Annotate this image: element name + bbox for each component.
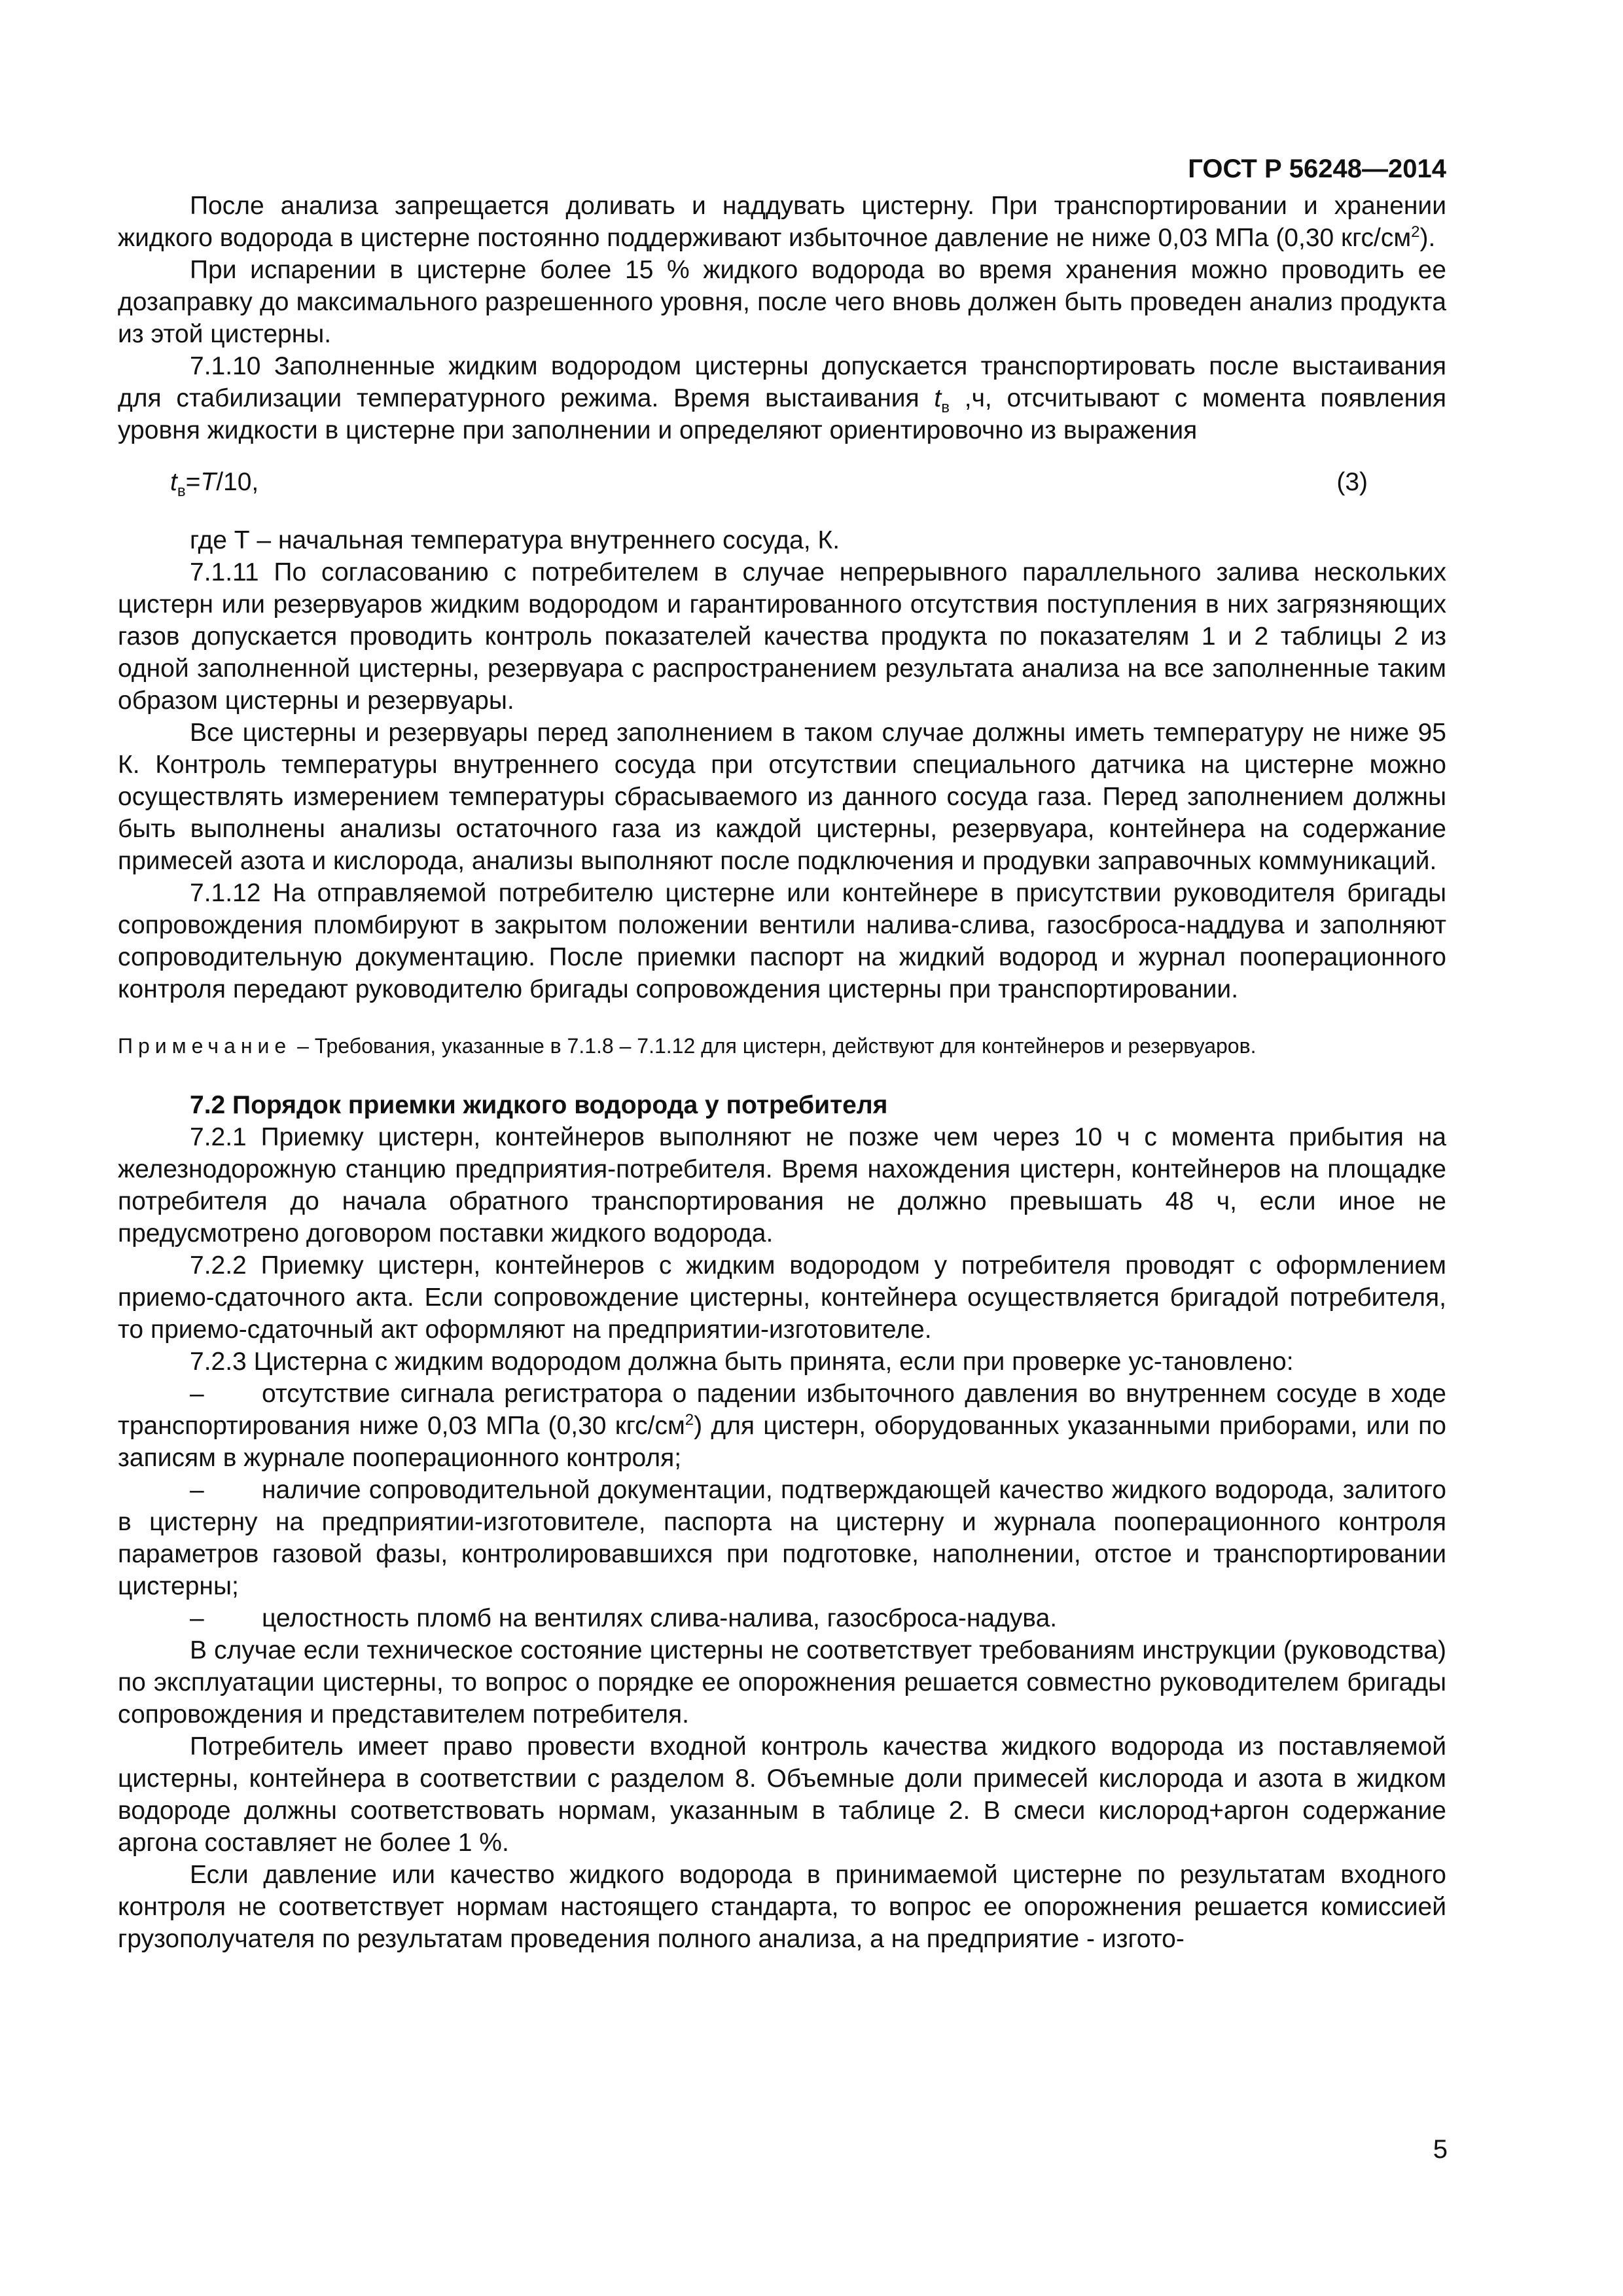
- section-heading-7-2: 7.2 Порядок приемки жидкого водорода у потребителя: [190, 1091, 888, 1119]
- page-body: [118, 151, 1446, 1955]
- document-header: ГОСТ Р 56248—2014: [1188, 154, 1446, 183]
- paragraph-7-2-1: 7.2.1 Приемку цистерн, контейнеров выполняют не позже чем через 10 ч с момента прибытия на железнодорожную станцию предприятия-потребителя. Время нахождения цистерн, контейнеров на площадке потребителя до начала обратного транспортирования не должно превышать 48 ч, если иное не предусмотрено договором поставки жидкого водорода.: [118, 1123, 1446, 1247]
- list-item: – отсутствие сигнала регистратора о падении избыточного давления во внутреннем сосуде в ходе транспортирования ниже 0,03 МПа (0,30 кгс/$см^2$) для цистерн, оборудованных указанными приборами, или по записям в журнале пооперационного контроля;: [118, 1380, 1446, 1472]
- page-number: 5: [1433, 2135, 1448, 2164]
- paragraph-7-1-11: 7.1.11 По согласованию с потребителем в случае непрерывного параллельного залива нескольких цистерн или резервуаров жидким водородом и гарантированного отсутствия поступления в них загрязняющих газов допускается проводить контроль показателей качества продукта по показателям 1 и 2 таблицы 2 из одной заполненной цистерны, резервуара с распространением результата анализа на все заполненные таким образом цистерны и резервуары.: [118, 558, 1446, 715]
- paragraph-pressure-quality: Если давление или качество жидкого водорода в принимаемой цистерне по результатам входного контроля не соответствует нормам настоящего стандарта, то вопрос ее опорожнения решается комиссией грузополучателя по результатам проведения полного анализа, а на предприятие - изгото-: [118, 1861, 1446, 1953]
- paragraph-7-1-12: 7.1.12 На отправляемой потребителю цистерне или контейнере в присутствии руководителя бригады сопровождения пломбируют в закрытом положении вентили налива-слива, газосброса-наддува и заполняют сопроводительную документацию. После приемки паспорт на жидкий водород и журнал пооперационного контроля передают руководителю бригады сопровождения цистерны при транспортировании.: [118, 879, 1446, 1003]
- formula-3: $t_в=T/10$, (3): [118, 466, 1446, 498]
- paragraph-7-2-3: 7.2.3 Цистерна с жидким водородом должна быть принята, если при проверке ус-тановлено:: [190, 1348, 1294, 1376]
- note: Примечание – Требования, указанные в 7.1.8 – 7.1.12 для цистерн, действуют для контейнеров и резервуаров.: [118, 1034, 1257, 1058]
- paragraph-where: где Т – начальная температура внутреннего сосуда, К.: [190, 526, 840, 554]
- paragraph-after-analysis: После анализа запрещается доливать и наддувать цистерну. При транспортировании и хранении жидкого водорода в цистерне постоянно поддерживают избыточное давление не ниже 0,03 МПа (0,30 кгс/$см^2$).: [118, 192, 1446, 252]
- paragraph-technical-state: В случае если техническое состояние цистерны не соответствует требованиям инструкции (руководства) по эксплуатации цистерны, то вопрос о порядке ее опорожнения решается совместно руководителем бригады сопровождения и представителем потребителя.: [118, 1636, 1446, 1729]
- formula-number: (3): [1336, 468, 1368, 496]
- paragraph-7-2-2: 7.2.2 Приемку цистерн, контейнеров с жидким водородом у потребителя проводят с оформлением приемо-сдаточного акта. Если сопровождение цистерны, контейнера осуществляется бригадой потребителя, то приемо-сдаточный акт оформляют на предприятии-изготовителе.: [118, 1251, 1446, 1344]
- paragraph-consumer-control: Потребитель имеет право провести входной контроль качества жидкого водорода из поставляемой цистерны, контейнера в соответствии с разделом 8. Объемные доли примесей кислорода и азота в жидком водороде должны соответствовать нормам, указанным в таблице 2. В смеси кислород+аргон содержание аргона составляет не более 1 %.: [118, 1732, 1446, 1857]
- note-label: Примечание: [118, 1034, 292, 1058]
- paragraph-all-tanks: Все цистерны и резервуары перед заполнением в таком случае должны иметь температуру не ниже 95 К. Контроль температуры внутреннего сосуда при отсутствии специального датчика на цистерне можно осуществлять измерением температуры сбрасываемого из данного сосуда газа. Перед заполнением должны быть выполнены анализы остаточного газа из каждой цистерны, резервуара, контейнера на содержание примесей азота и кислорода, анализы выполняют после подключения и продувки заправочных коммуникаций.: [118, 719, 1446, 875]
- paragraph-7-1-10: 7.1.10 Заполненные жидким водородом цистерны допускается транспортировать после выстаивания для стабилизации температурного режима. Время выстаивания $t_в$ ,ч, отсчитывают с момента появления уровня жидкости в цистерне при заполнении и определяют ориентировочно из выражения: [118, 352, 1447, 444]
- list-item: – целостность пломб на вентилях слива-налива, газосброса-надува.: [190, 1604, 1058, 1632]
- list-item: – наличие сопроводительной документации, подтверждающей качество жидкого водорода, залитого в цистерну на предприятии-изготовителе, паспорта на цистерну и журнала пооперационного контроля параметров газовой фазы, контролировавшихся при подготовке, наполнении, отстое и транспортировании цистерны;: [118, 1476, 1446, 1600]
- paragraph-evaporation: При испарении в цистерне более 15 % жидкого водорода во время хранения можно проводить ее дозаправку до максимального разрешенного уровня, после чего вновь должен быть проведен анализ продукта из этой цистерны.: [118, 256, 1446, 348]
